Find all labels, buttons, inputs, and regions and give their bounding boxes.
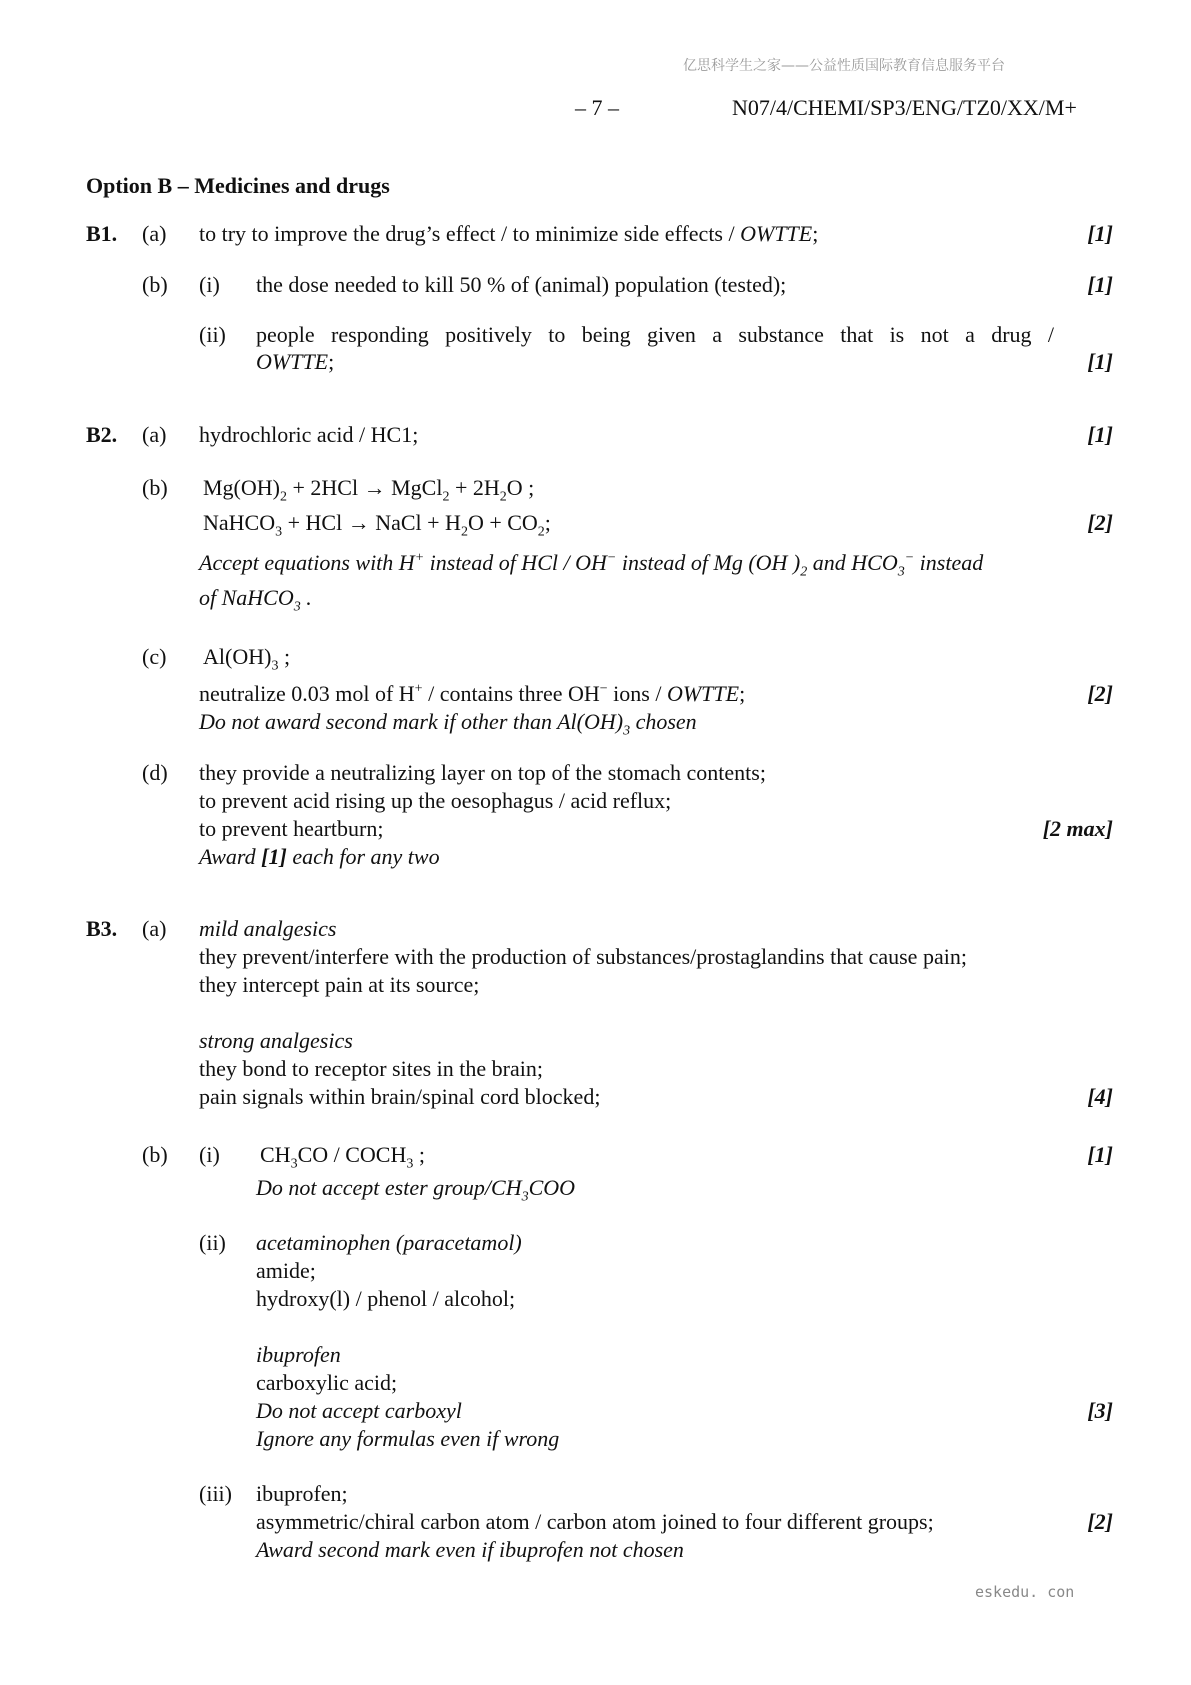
part-label: (a) (142, 916, 167, 941)
watermark: 亿思科学生之家——公益性质国际教育信息服务平台 (683, 58, 1005, 74)
mark-allocation: [1] (1087, 349, 1113, 374)
marking-note: Do not award second mark if other than $Al(OH)_3$ chosen (199, 709, 697, 739)
chemical-equation: $Mg(OH)_2 + 2HCl$ → MgCl$_2$ + $2H_2O$ ; (203, 475, 535, 505)
part-label: (b) (142, 1142, 168, 1167)
chemical-formula: $CH_3CO$ / $COCH_3$ ; (260, 1142, 425, 1172)
subheading: ibuprofen (256, 1342, 341, 1367)
mark-allocation: [1] (1087, 221, 1113, 246)
question-number: B3. (86, 916, 118, 941)
marking-note: Award [1] each for any two (199, 844, 440, 869)
answer-line: to prevent acid rising up the oesophagus / acid reflux; (199, 788, 672, 813)
part-label: (b) (142, 475, 168, 500)
answer-line: hydroxy(l) / phenol / alcohol; (256, 1286, 516, 1311)
mark-allocation: [1] (1087, 1142, 1113, 1167)
marking-note: Do not accept carboxyl (256, 1398, 462, 1423)
answer-line: they bond to receptor sites in the brain; (199, 1056, 543, 1081)
marking-note: Ignore any formulas even if wrong (256, 1426, 560, 1451)
part-label: (a) (142, 422, 167, 447)
mark-allocation: [2] (1087, 510, 1113, 535)
subheading: strong analgesics (199, 1028, 353, 1053)
marking-note: Award second mark even if ibuprofen not chosen (256, 1537, 684, 1562)
answer-line: people responding positively to being given a substance that is not a drug / (256, 322, 1054, 347)
answer-line: asymmetric/chiral carbon atom / carbon atom joined to four different groups; (256, 1509, 934, 1534)
part-label: (a) (142, 221, 167, 246)
answer-line: to try to improve the drug’s effect / to minimize side effects / OWTTE; (199, 221, 819, 246)
answer-line: pain signals within brain/spinal cord blocked; (199, 1084, 601, 1109)
part-label: (c) (142, 644, 167, 669)
subheading: mild analgesics (199, 916, 337, 941)
part-label: (d) (142, 760, 168, 785)
answer-line: carboxylic acid; (256, 1370, 398, 1395)
mark-allocation: [2] (1087, 681, 1113, 706)
subheading: acetaminophen (paracetamol) (256, 1230, 522, 1255)
marking-note: Do not accept ester group/$CH_3COO$ (256, 1175, 576, 1205)
mark-allocation: [2] (1087, 1509, 1113, 1534)
subpart-label: (iii) (199, 1481, 232, 1506)
subpart-label: (ii) (199, 1230, 226, 1255)
document-code: N07/4/CHEMI/SP3/ENG/TZ0/XX/M+ (732, 95, 1077, 120)
answer-line: ibuprofen; (256, 1481, 348, 1506)
subpart-label: (i) (199, 1142, 220, 1167)
page-number: – 7 – (575, 95, 619, 120)
question-number: B1. (86, 221, 118, 246)
chemical-formula: $Al(OH)_3$ ; (203, 644, 291, 674)
answer-line: they prevent/interfere with the production of substances/prostaglandins that cause pain; (199, 944, 967, 969)
mark-allocation: [2 max] (1042, 816, 1113, 841)
marking-note: of NaHCO$_3$ . (199, 585, 312, 615)
subpart-label: (i) (199, 272, 220, 297)
chemical-equation: NaHCO$_3$ + HCl → NaCl + $H_2O + CO_2$; (203, 510, 551, 540)
answer-line: hydrochloric acid / HC1; (199, 422, 419, 447)
footer-watermark: eskedu. con (975, 1583, 1075, 1601)
answer-line: the dose needed to kill 50 % of (animal) population (tested); (256, 272, 787, 297)
answer-line: to prevent heartburn; (199, 816, 384, 841)
mark-allocation: [4] (1087, 1084, 1113, 1109)
answer-line: amide; (256, 1258, 316, 1283)
question-number: B2. (86, 422, 118, 447)
subpart-label: (ii) (199, 322, 226, 347)
answer-line: OWTTE; (256, 349, 335, 374)
answer-line: they intercept pain at its source; (199, 972, 480, 997)
mark-allocation: [3] (1087, 1398, 1113, 1423)
mark-allocation: [1] (1087, 422, 1113, 447)
answer-line: neutralize 0.03 mol of H+ / contains three OH− ions / OWTTE; (199, 681, 746, 706)
mark-allocation: [1] (1087, 272, 1113, 297)
marking-note: Accept equations with H+ instead of HCl / OH− instead of Mg (OH )$_2$ and $HCO_3^-$ instead (199, 550, 984, 580)
section-title: Option B – Medicines and drugs (86, 173, 390, 198)
part-label: (b) (142, 272, 168, 297)
answer-line: they provide a neutralizing layer on top of the stomach contents; (199, 760, 766, 785)
